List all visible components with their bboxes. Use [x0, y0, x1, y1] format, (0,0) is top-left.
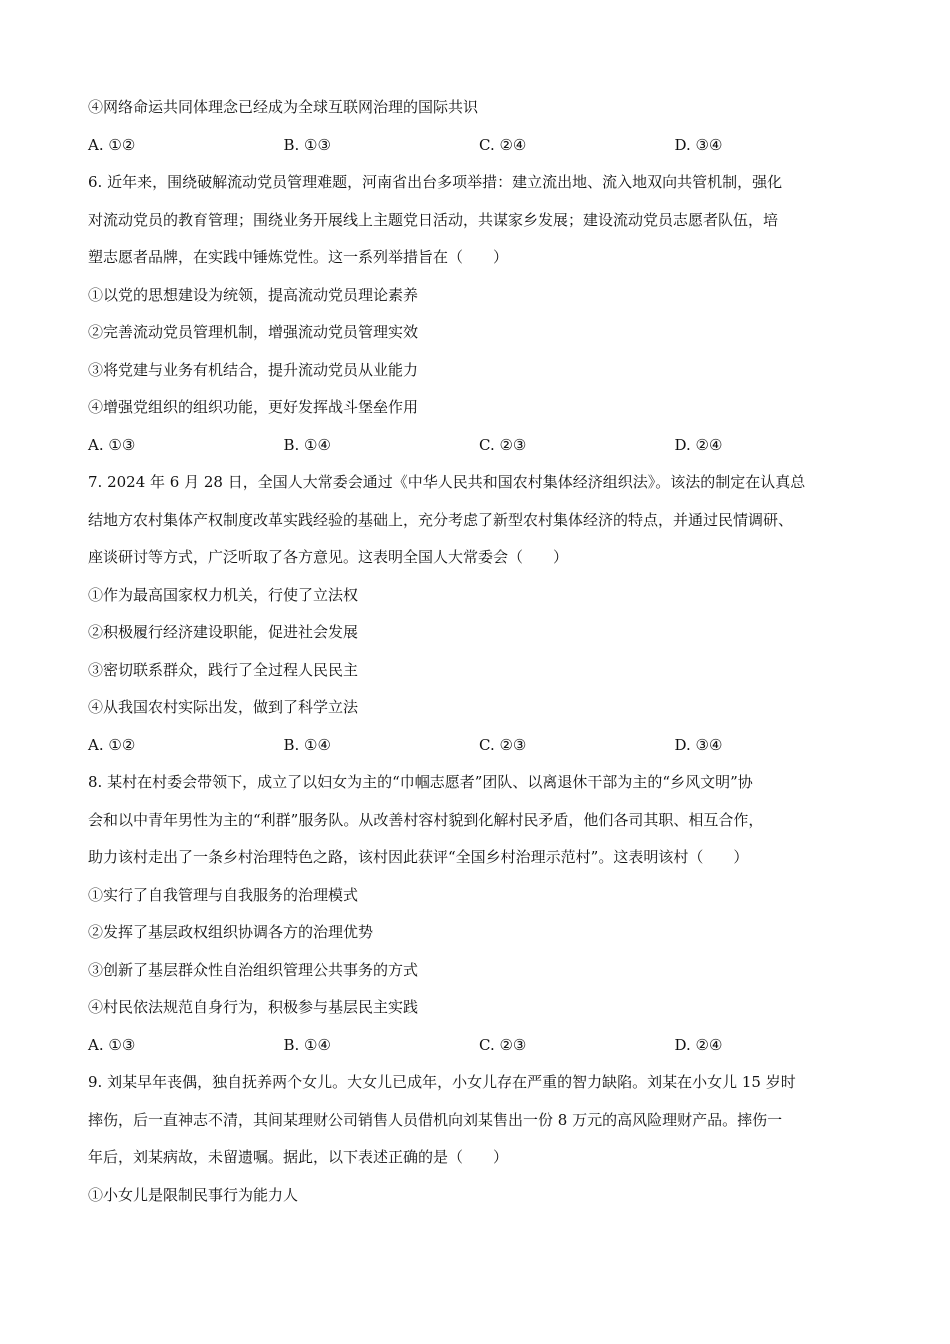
q7-option-c: C. ②③ — [479, 735, 527, 754]
q6-option-b: B. ①④ — [283, 435, 331, 454]
q8-option-c: C. ②③ — [479, 1035, 527, 1054]
q7-item-3: ③密切联系群众，践行了全过程人民民主 — [88, 660, 359, 679]
q6-stem-line-2: 对流动党员的教育管理；围绕业务开展线上主题党日活动，共谋家乡发展；建设流动党员志愿者队伍，培 — [88, 210, 779, 229]
q6-options — [88, 427, 870, 465]
q6-stem-line-3: 塑志愿者品牌，在实践中锤炼党性。这一系列举措旨在（ ） — [88, 248, 509, 266]
q8-option-a: A. ①③ — [88, 1035, 136, 1054]
q6-item-4: ④增强党组织的组织功能，更好发挥战斗堡垒作用 — [88, 398, 419, 416]
q6-item-2: ②完善流动党员管理机制，增强流动党员管理实效 — [88, 323, 419, 341]
q6-option-c: C. ②③ — [479, 435, 527, 454]
q6-stem-line-1: 6. 近年来，围绕破解流动党员管理难题，河南省出台多项举措：建立流出地、流入地双向共管机制，强化 — [88, 173, 783, 191]
q7-options — [88, 727, 870, 765]
q9-stem-line-1: 9. 刘某早年丧偶，独自抚养两个女儿。大女儿已成年，小女儿存在严重的智力缺陷。刘某在小女儿 15 岁时 — [88, 1073, 796, 1091]
q7-item-2: ②积极履行经济建设职能，促进社会发展 — [88, 623, 359, 641]
q5-options — [88, 127, 870, 165]
q8-option-b: B. ①④ — [283, 1035, 331, 1054]
q8-stem-line-2: 会和以中青年男性为主的“利群”服务队。从改善村容村貌到化解村民矛盾，他们各司其职、相互合作， — [88, 810, 764, 829]
q9-stem-line-2: 摔伤，后一直神志不清，其间某理财公司销售人员借机向刘某售出一份 8 万元的高风险理财产品。摔伤一 — [88, 1110, 783, 1129]
q5-option-d: D. ③④ — [674, 135, 723, 154]
q8-options — [88, 1027, 870, 1065]
q8-item-4: ④村民依法规范自身行为，积极参与基层民主实践 — [88, 998, 419, 1016]
q6-option-d: D. ②④ — [674, 435, 723, 454]
q6-item-1: ①以党的思想建设为统领，提高流动党员理论素养 — [88, 285, 419, 304]
q7-option-d: D. ③④ — [674, 735, 723, 754]
q7-stem-line-2: 结地方农村集体产权制度改革实践经验的基础上，充分考虑了新型农村集体经济的特点，并通过民情调研、 — [88, 510, 794, 529]
q7-stem-line-1: 7. 2024 年 6 月 28 日，全国人大常委会通过《中华人民共和国农村集体经济组织法》。该法的制定在认真总 — [88, 473, 806, 491]
q7-item-1: ①作为最高国家权力机关，行使了立法权 — [88, 585, 359, 604]
q7-item-4: ④从我国农村实际出发，做到了科学立法 — [88, 698, 359, 716]
q7-option-a: A. ①② — [88, 735, 136, 754]
q8-stem-line-3: 助力该村走出了一条乡村治理特色之路，该村因此获评“全国乡村治理示范村”。这表明该村（ ） — [88, 848, 749, 866]
q7-stem-line-3: 座谈研讨等方式，广泛听取了各方意见。这表明全国人大常委会（ ） — [88, 548, 569, 566]
q7-option-b: B. ①④ — [283, 735, 331, 754]
q6-item-3: ③将党建与业务有机结合，提升流动党员从业能力 — [88, 360, 419, 379]
q6-option-a: A. ①③ — [88, 435, 136, 454]
q9-item-1: ①小女儿是限制民事行为能力人 — [88, 1185, 299, 1204]
q8-item-2: ②发挥了基层政权组织协调各方的治理优势 — [88, 923, 374, 941]
q8-option-d: D. ②④ — [674, 1035, 723, 1054]
q5-option-a: A. ①② — [88, 135, 136, 154]
q8-stem-line-1: 8. 某村在村委会带领下，成立了以妇女为主的“巾帼志愿者”团队、以离退休干部为主的“乡风文明”协 — [88, 773, 753, 791]
q5-option-c: C. ②④ — [479, 135, 527, 154]
q8-item-1: ①实行了自我管理与自我服务的治理模式 — [88, 885, 359, 904]
q5-option-b: B. ①③ — [283, 135, 331, 154]
q9-stem-line-3: 年后，刘某病故，未留遗嘱。据此，以下表述正确的是（ ） — [88, 1148, 509, 1166]
q8-item-3: ③创新了基层群众性自治组织管理公共事务的方式 — [88, 960, 419, 979]
q5-item-4: ④网络命运共同体理念已经成为全球互联网治理的国际共识 — [88, 98, 479, 116]
